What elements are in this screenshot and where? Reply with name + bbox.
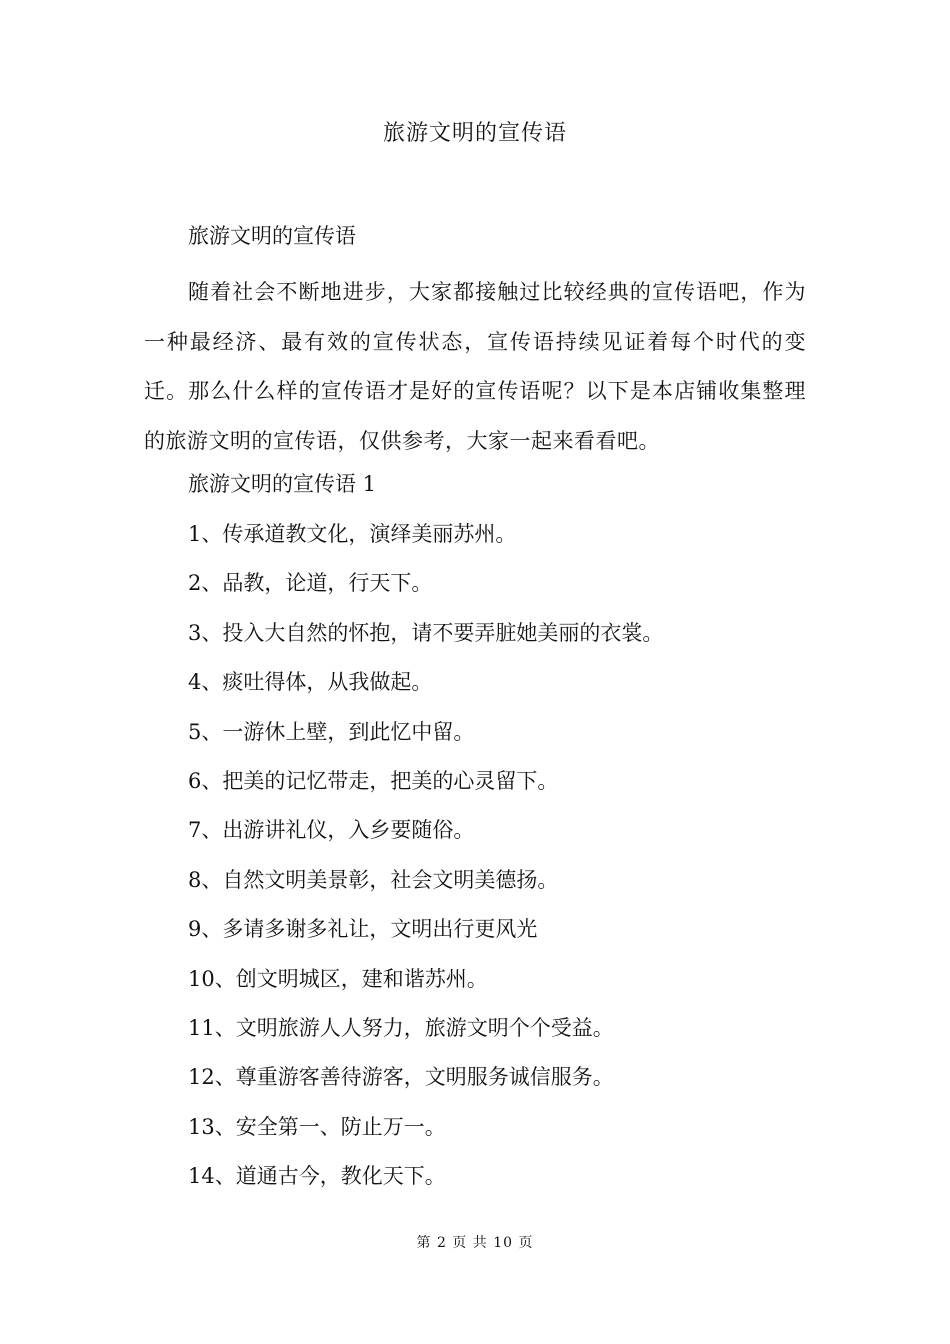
slogan-item: 1、传承道教文化，演绎美丽苏州。 (188, 522, 517, 546)
document-subtitle: 旅游文明的宣传语 (188, 224, 356, 248)
slogan-item: 2、品教，论道，行天下。 (188, 571, 433, 596)
slogan-item: 11、文明旅游人人努力，旅游文明个个受益。 (188, 1015, 614, 1040)
slogan-item: 3、投入大自然的怀抱，请不要弄脏她美丽的衣裳。 (188, 620, 664, 645)
page-title: 旅游文明的宣传语 (382, 121, 567, 146)
slogan-item: 8、自然文明美景彰，社会文明美德扬。 (188, 867, 559, 892)
slogan-item: 7、出游讲礼仪，入乡要随俗。 (188, 818, 475, 843)
slogan-list (188, 519, 663, 1210)
slogan-item: 10、创文明城区，建和谐苏州。 (188, 966, 488, 991)
section-heading: 旅游文明的宣传语 1 (188, 472, 377, 496)
slogan-item: 6、把美的记忆带走，把美的心灵留下。 (188, 768, 559, 793)
slogan-item: 4、痰吐得体，从我做起。 (188, 670, 433, 695)
slogan-item: 9、多请多谢多礼让，文明出行更风光 (188, 917, 538, 942)
slogan-item: 5、一游休上壁，到此忆中留。 (188, 719, 475, 744)
intro-paragraph: 随着社会不断地进步，大家都接触过比较经典的宣传语吧，作为一种最经济、最有效的宣传状态，宣传语持续见证着每个时代的变迁。那么什么样的宣传语才是好的宣传语呢？以下是本店铺收集整理的旅游文明的宣传语，仅供参考，大家一起来看看吧。 (144, 280, 806, 453)
page-footer: 第 2 页 共 10 页 (416, 1235, 534, 1251)
slogan-item: 14、道通古今，教化天下。 (188, 1164, 446, 1189)
slogan-item: 12、尊重游客善待游客，文明服务诚信服务。 (188, 1065, 614, 1090)
slogan-item: 13、安全第一、防止万一。 (188, 1114, 446, 1139)
